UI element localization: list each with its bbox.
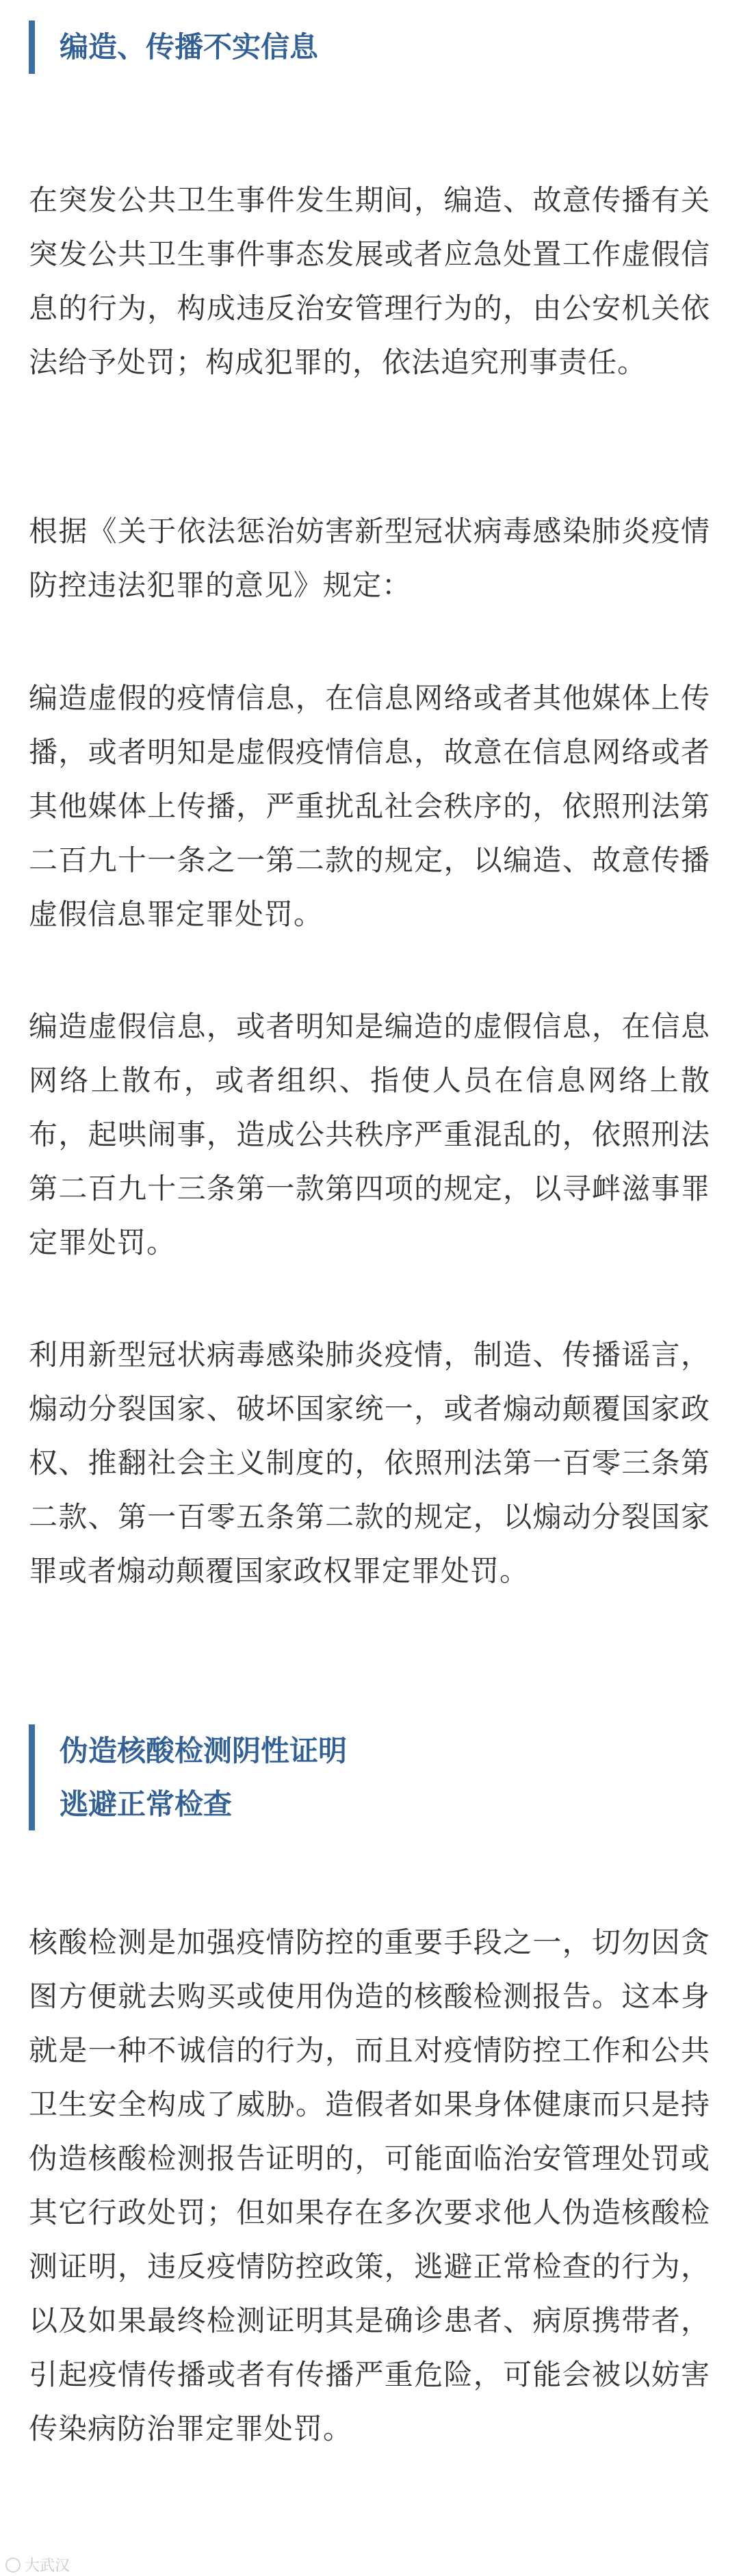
weibo-logo-icon bbox=[5, 2558, 21, 2573]
paragraph: 利用新型冠状病毒感染肺炎疫情，制造、传播谣言，煽动分裂国家、破坏国家统一，或者煽动颠覆国家政权、推翻社会主义制度的，依照刑法第一百零三条第二款、第一百零五条第二款的规定，以煽动分裂国家罪或者煽动颠覆国家政权罪定罪处罚。 bbox=[29, 1338, 710, 1588]
section-heading-line: 伪造核酸检测阴性证明 bbox=[60, 1734, 348, 1767]
section-heading-1 bbox=[29, 21, 699, 74]
paragraph: 编造虚假的疫情信息，在信息网络或者其他媒体上传播，或者明知是虚假疫情信息，故意在信息网络或者其他媒体上传播，严重扰乱社会秩序的，依照刑法第二百九十一条之一第二款的规定，以编造、故意传播虚假信息罪定罪处罚。 bbox=[29, 681, 710, 931]
section-heading-line: 编造、传播不实信息 bbox=[60, 30, 319, 64]
watermark bbox=[5, 2554, 70, 2575]
paragraph: 根据《关于依法惩治妨害新型冠状病毒感染肺炎疫情防控违法犯罪的意见》规定： bbox=[29, 514, 710, 602]
paragraph: 在突发公共卫生事件发生期间，编造、故意传播有关突发公共卫生事件事态发展或者应急处置工作虚假信息的行为，构成违反治安管理行为的，由公安机关依法给予处罚；构成犯罪的，依法追究刑事责任。 bbox=[29, 183, 710, 379]
paragraph: 核酸检测是加强疫情防控的重要手段之一，切勿因贪图方便就去购买或使用伪造的核酸检测报告。这本身就是一种不诚信的行为，而且对疫情防控工作和公共卫生安全构成了威胁。造假者如果身体健康而只是持伪造核酸检测报告证明的，可能面临治安管理处罚或其它行政处罚；但如果存在多次要求他人伪造核酸检测证明，违反疫情防控政策，逃避正常检查的行为，以及如果最终检测证明其是确诊患者、病原携带者，引起疫情传播或者有传播严重危险，可能会被以妨害传染病防治罪定罪处罚。 bbox=[29, 1926, 710, 2445]
watermark-text: 大武汉 bbox=[25, 2558, 70, 2575]
paragraph: 编造虚假信息，或者明知是编造的虚假信息，在信息网络上散布，或者组织、指使人员在信息网络上散布，起哄闹事，造成公共秩序严重混乱的，依照刑法第二百九十三条第一款第四项的规定，以寻衅滋事罪定罪处罚。 bbox=[29, 1010, 710, 1259]
section-heading-2 bbox=[29, 1724, 699, 1830]
section-heading-line: 逃避正常检查 bbox=[60, 1787, 233, 1821]
